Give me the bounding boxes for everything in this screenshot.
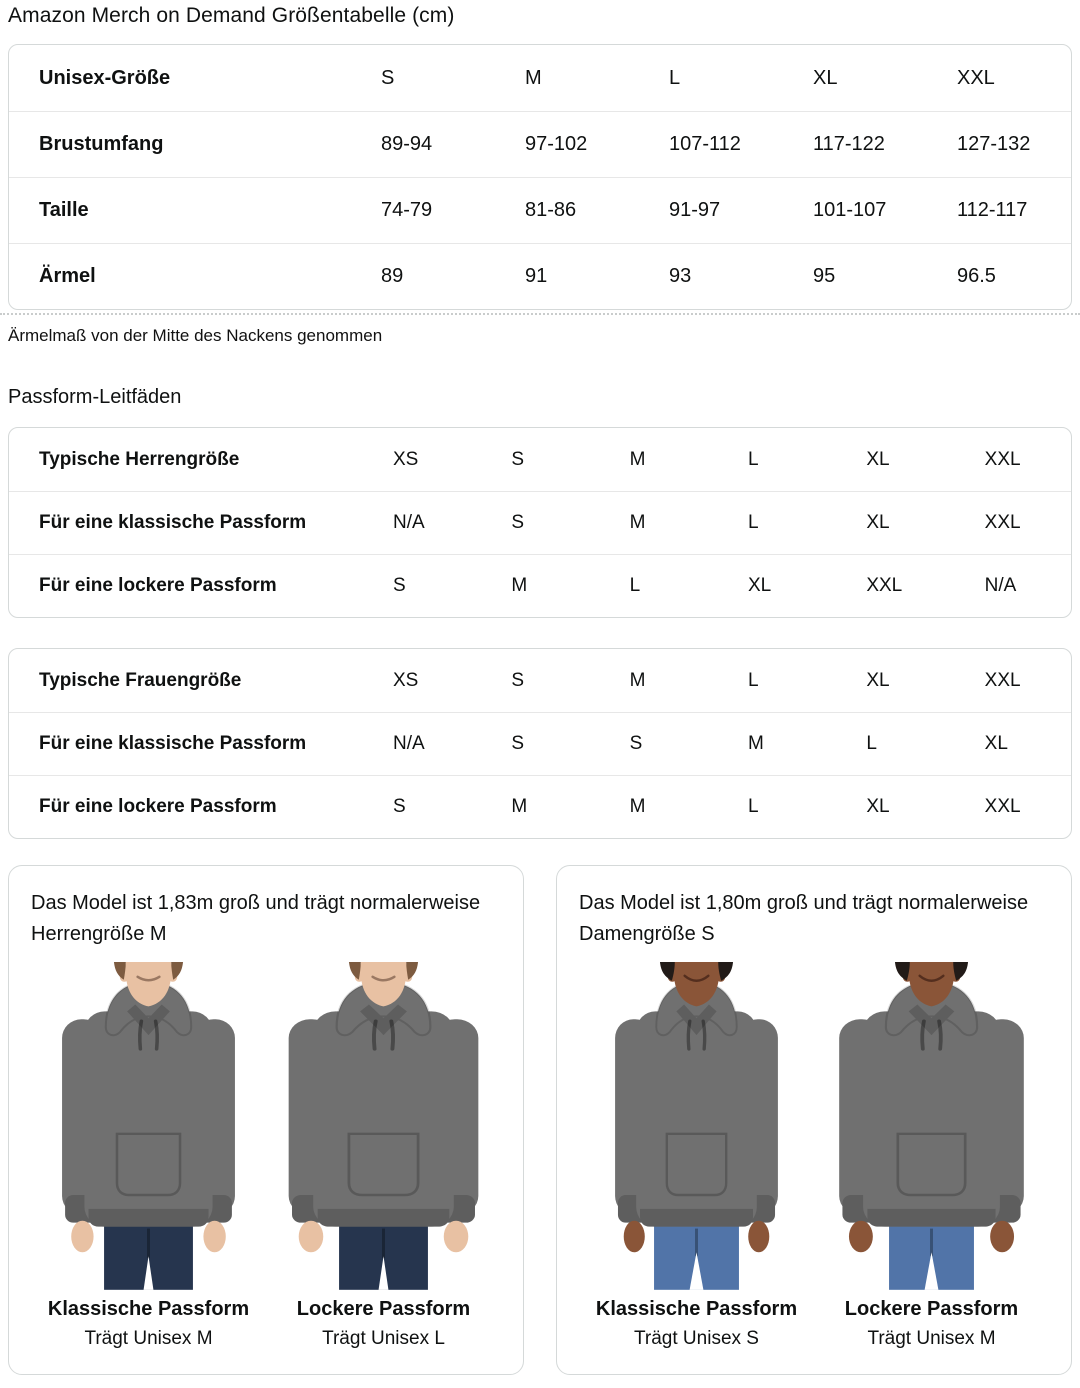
table-cell: XL bbox=[866, 796, 890, 817]
table-cell: S bbox=[393, 796, 406, 817]
table-row bbox=[9, 554, 1071, 617]
fit-size: Trägt Unisex M bbox=[867, 1327, 996, 1349]
hoodie bbox=[289, 982, 479, 1253]
fit-size: Trägt Unisex S bbox=[634, 1327, 759, 1349]
table-cell: XL bbox=[866, 512, 890, 533]
table-row bbox=[9, 775, 1071, 838]
table-cell: Für eine klassische Passform bbox=[39, 512, 307, 533]
table-cell: L bbox=[669, 66, 681, 89]
table-cell: L bbox=[748, 796, 759, 817]
card-caption: Das Model ist 1,80m groß und trägt normalerweise Damengröße S bbox=[579, 892, 1029, 945]
table-cell: 97-102 bbox=[525, 133, 588, 155]
sleeve-measure-note: Ärmelmaß von der Mitte des Nackens genommen bbox=[8, 326, 383, 345]
hoodie bbox=[615, 982, 778, 1253]
table-row bbox=[9, 712, 1071, 775]
fit-guides-heading: Passform-Leitfäden bbox=[8, 386, 182, 408]
table-cell: M bbox=[629, 669, 646, 691]
table-cell: N/A bbox=[393, 733, 425, 754]
table-cell: Für eine klassische Passform bbox=[39, 733, 307, 754]
table-cell: XL bbox=[984, 733, 1008, 754]
model-photos-row bbox=[31, 962, 501, 1350]
table-cell: 89 bbox=[381, 265, 404, 287]
model-photo-illustration bbox=[814, 962, 1049, 1290]
table-cell: Unisex-Größe bbox=[39, 66, 171, 89]
table-cell: XXL bbox=[866, 575, 903, 596]
fit-name: Lockere Passform bbox=[844, 1297, 1019, 1320]
table-cell: 107-112 bbox=[669, 133, 741, 155]
table-cell: S bbox=[511, 733, 525, 754]
model-classic-fit bbox=[31, 962, 266, 1350]
table-cell: 91-97 bbox=[669, 199, 721, 221]
table-cell: 96.5 bbox=[957, 265, 996, 287]
table-cell: S bbox=[381, 66, 395, 89]
table-cell: 127-132 bbox=[957, 133, 1031, 155]
table-cell: L bbox=[866, 733, 877, 754]
table-cell: XXL bbox=[984, 796, 1021, 817]
table-cell: L bbox=[748, 669, 759, 691]
table-cell: 101-107 bbox=[813, 199, 887, 221]
table-cell: M bbox=[511, 796, 528, 817]
table-cell: 117-122 bbox=[813, 133, 885, 155]
table-header-row bbox=[9, 45, 1071, 111]
table-cell: XL bbox=[866, 669, 890, 691]
table-cell: 91 bbox=[525, 265, 548, 287]
table-cell: Für eine lockere Passform bbox=[39, 796, 277, 817]
model-cards bbox=[8, 865, 1072, 1375]
table-cell: XS bbox=[393, 448, 419, 470]
table-cell: Typische Herrengröße bbox=[39, 448, 240, 470]
womens-model-card bbox=[556, 865, 1072, 1375]
table-row bbox=[9, 491, 1071, 554]
table-cell: XL bbox=[866, 448, 890, 470]
table-cell: L bbox=[748, 512, 759, 533]
page-title: Amazon Merch on Demand Größentabelle (cm) bbox=[8, 4, 455, 27]
fit-size: Trägt Unisex L bbox=[322, 1327, 445, 1349]
table-cell: M bbox=[511, 575, 528, 596]
model-loose-fit bbox=[814, 962, 1049, 1350]
fit-name: Klassische Passform bbox=[595, 1297, 798, 1320]
table-cell: 74-79 bbox=[381, 199, 433, 221]
mens-fit-table bbox=[8, 427, 1072, 618]
table-cell: 89-94 bbox=[381, 133, 433, 155]
table-cell: Ärmel bbox=[39, 265, 96, 287]
hoodie bbox=[62, 982, 235, 1253]
table-cell: S bbox=[511, 669, 525, 691]
table-cell: Taille bbox=[39, 199, 89, 221]
table-cell: S bbox=[629, 733, 643, 754]
table-cell: XXL bbox=[984, 669, 1021, 691]
model-photos-row bbox=[579, 962, 1049, 1350]
table-row bbox=[9, 243, 1071, 309]
table-cell: 93 bbox=[669, 265, 692, 287]
table-cell: XL bbox=[813, 66, 838, 89]
table-cell: S bbox=[511, 448, 525, 470]
table-cell: XXL bbox=[984, 448, 1021, 470]
model-loose-fit bbox=[266, 962, 501, 1350]
model-photo-illustration bbox=[579, 962, 814, 1290]
table-header-row bbox=[9, 428, 1071, 491]
table-header-row bbox=[9, 649, 1071, 712]
table-cell: M bbox=[525, 66, 542, 89]
table-cell: XXL bbox=[984, 512, 1021, 533]
womens-fit-table bbox=[8, 648, 1072, 839]
hoodie bbox=[839, 982, 1024, 1253]
table-cell: M bbox=[629, 796, 646, 817]
table-cell: N/A bbox=[393, 512, 425, 533]
table-cell: S bbox=[393, 575, 406, 596]
table-cell: S bbox=[511, 512, 525, 533]
table-cell: 81-86 bbox=[525, 199, 577, 221]
table-cell: 112-117 bbox=[957, 199, 1028, 221]
table-cell: Brustumfang bbox=[39, 133, 164, 155]
fit-name: Klassische Passform bbox=[47, 1297, 250, 1320]
table-cell: N/A bbox=[984, 575, 1017, 596]
mens-model-card bbox=[8, 865, 524, 1375]
table-cell: Typische Frauengröße bbox=[39, 669, 242, 691]
table-cell: L bbox=[629, 575, 641, 596]
unisex-size-table bbox=[8, 44, 1072, 310]
table-cell: M bbox=[629, 448, 646, 470]
fit-size: Trägt Unisex M bbox=[84, 1327, 213, 1349]
table-cell: XL bbox=[748, 575, 772, 596]
model-photo-illustration bbox=[266, 962, 501, 1290]
table-cell: XXL bbox=[957, 66, 995, 89]
table-cell: M bbox=[748, 733, 764, 754]
table-cell: XS bbox=[393, 669, 419, 691]
table-row bbox=[9, 177, 1071, 243]
table-cell: M bbox=[629, 512, 646, 533]
table-row bbox=[9, 111, 1071, 177]
table-cell: Für eine lockere Passform bbox=[39, 575, 277, 596]
table-cell: L bbox=[748, 448, 759, 470]
model-photo-illustration bbox=[31, 962, 266, 1290]
dotted-divider bbox=[0, 313, 1080, 315]
model-classic-fit bbox=[579, 962, 814, 1350]
card-caption: Das Model ist 1,83m groß und trägt normalerweise Herrengröße M bbox=[31, 892, 481, 945]
table-cell: 95 bbox=[813, 265, 836, 287]
fit-name: Lockere Passform bbox=[296, 1297, 471, 1320]
